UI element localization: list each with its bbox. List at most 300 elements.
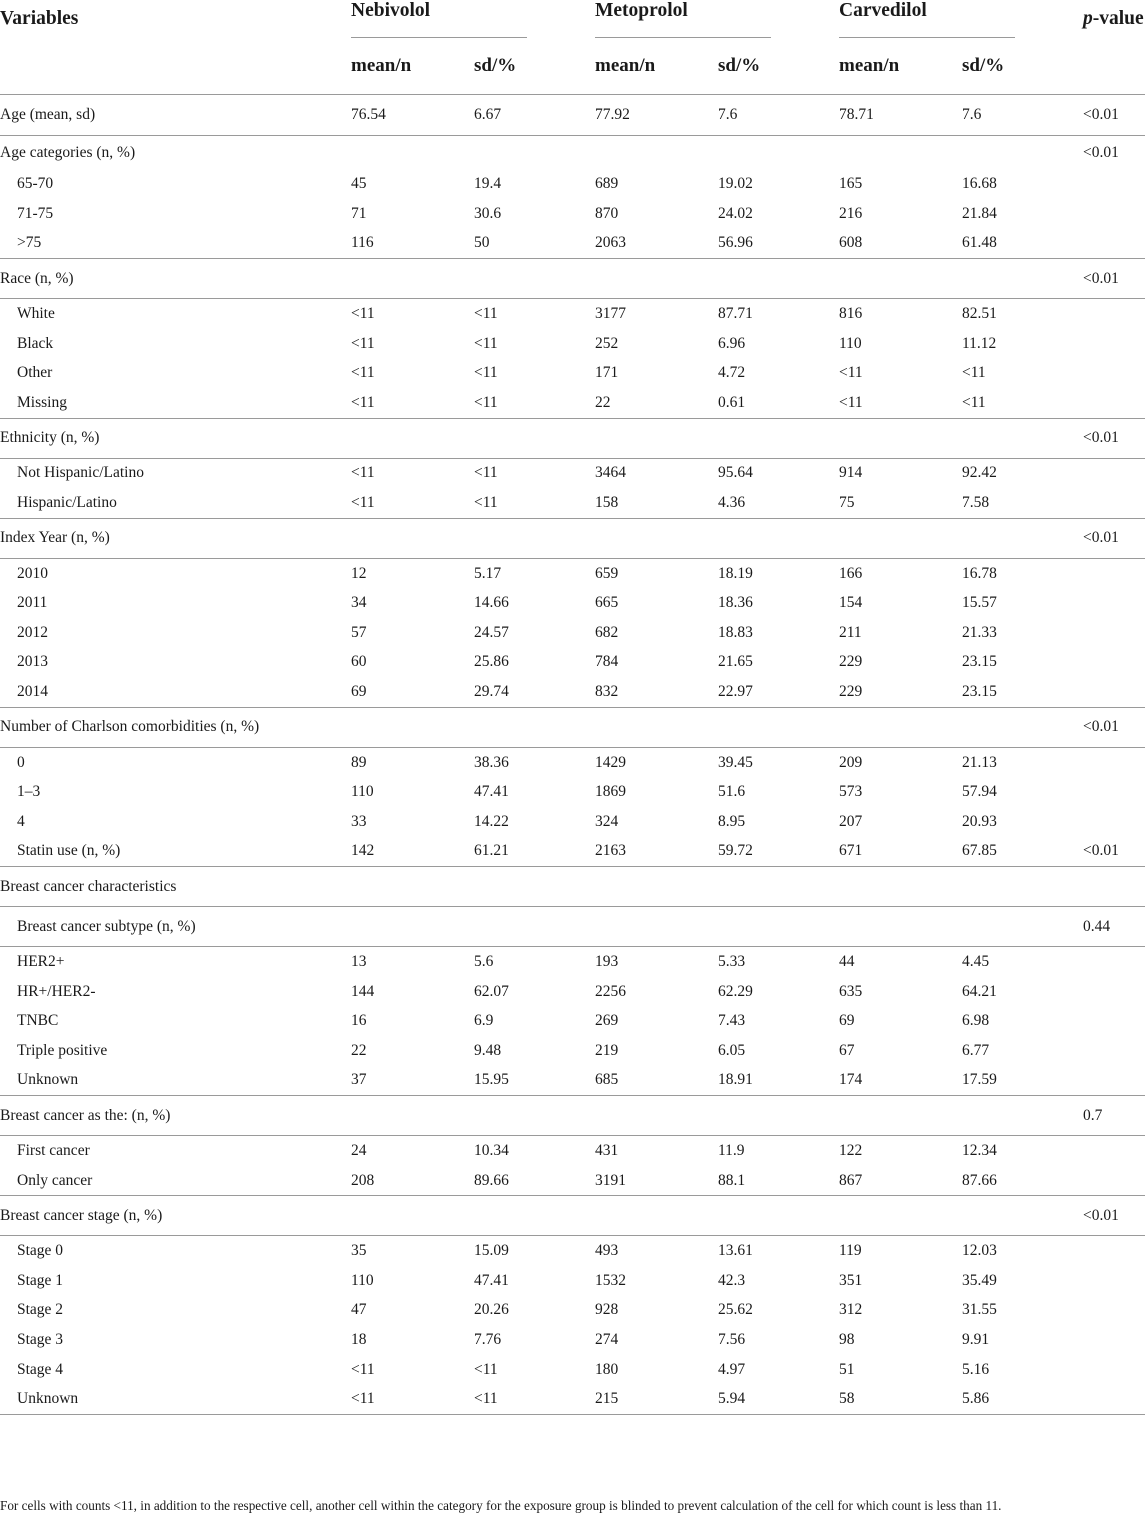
cell-sd-pct: 9.91 (962, 1330, 990, 1348)
cell-mean-n: <11 (839, 388, 962, 418)
cell-sd-pct: 56.96 (718, 229, 839, 259)
row-label: Stage 3 (17, 1330, 64, 1348)
cell-sd-pct: 18.91 (718, 1066, 839, 1096)
row-label: 65-70 (17, 175, 54, 193)
cell-mean-n: 67 (839, 1041, 855, 1059)
row-label: TNBC (17, 1012, 59, 1030)
cell-mean-n: 3177 (595, 305, 626, 323)
row-label: Unknown (0, 1384, 351, 1414)
group-header-carvedilol: Carvedilol (839, 0, 1083, 38)
cell-p-value (1083, 677, 1145, 707)
table-row (0, 229, 1145, 259)
cell-mean-n: 144 (351, 982, 375, 1000)
table-row (0, 1006, 1145, 1036)
row-label: 0 (17, 753, 25, 771)
cell-mean-n: <11 (351, 388, 474, 418)
cell-mean-n: 689 (595, 175, 619, 193)
cell-sd-pct: 47.41 (474, 1271, 509, 1289)
table-row (0, 558, 1145, 588)
cell-sd-pct: 14.22 (474, 812, 509, 830)
cell-mean-n: 13 (351, 952, 367, 970)
cell-mean-n: 269 (595, 1012, 619, 1030)
cell-mean-n: 2163 (595, 837, 718, 867)
table-row (0, 1036, 1145, 1066)
cell-sd-pct: <11 (474, 488, 595, 518)
cell-sd-pct: 24.57 (474, 623, 509, 641)
cell-sd-pct: 5.86 (962, 1384, 1083, 1414)
row-label: Only cancer (0, 1166, 351, 1196)
cell-mean-n: 229 (839, 653, 863, 671)
cell-sd-pct: 6.77 (962, 1041, 990, 1059)
cell-mean-n: 665 (595, 594, 619, 612)
cell-mean-n: 119 (839, 1242, 862, 1260)
cell-sd-pct: 15.57 (962, 594, 997, 612)
cell-mean-n: 110 (351, 1271, 374, 1289)
row-label: Breast cancer as the: (n, %) (0, 1096, 351, 1136)
cell-sd-pct: 5.17 (474, 564, 502, 582)
table-row (0, 1384, 1145, 1414)
cell-mean-n: 33 (351, 812, 367, 830)
cell-sd-pct: 11.12 (962, 334, 997, 352)
cell-sd-pct: 7.43 (718, 1012, 746, 1030)
cell-mean-n: 47 (351, 1301, 367, 1319)
table-row (0, 1355, 1145, 1385)
cell-mean-n: 171 (595, 364, 619, 382)
cell-p-value: 0.44 (1083, 907, 1145, 947)
cell-sd-pct: <11 (474, 334, 498, 352)
cell-p-value (1083, 558, 1145, 588)
table-row (0, 677, 1145, 707)
table-row (0, 170, 1145, 200)
cell-sd-pct: 30.6 (474, 204, 502, 222)
cell-mean-n: 12 (351, 564, 367, 582)
cell-p-value: <0.01 (1083, 94, 1145, 135)
cell-p-value (1083, 1066, 1145, 1096)
cell-sd-pct: 25.86 (474, 653, 509, 671)
cell-sd-pct: 7.6 (718, 94, 839, 135)
cell-mean-n: 832 (595, 677, 718, 707)
section-row (0, 135, 1145, 170)
cell-sd-pct: 18.19 (718, 564, 753, 582)
cell-sd-pct: 59.72 (718, 837, 839, 867)
cell-sd-pct: 17.59 (962, 1066, 1083, 1096)
cell-mean-n: 351 (839, 1271, 863, 1289)
cell-p-value (1083, 170, 1145, 200)
cell-sd-pct: 35.49 (962, 1271, 997, 1289)
cell-sd-pct: 29.74 (474, 677, 595, 707)
cell-mean-n: 78.71 (839, 94, 962, 135)
row-label: Other (17, 364, 53, 382)
table-row (0, 329, 1145, 359)
cell-mean-n: 682 (595, 623, 619, 641)
cell-p-value (1083, 358, 1145, 388)
cell-sd-pct: 4.45 (962, 952, 990, 970)
cell-mean-n: 216 (839, 204, 863, 222)
row-label: 2014 (0, 677, 351, 707)
cell-mean-n: 816 (839, 305, 863, 323)
section-row (0, 1096, 1145, 1136)
cell-mean-n: 154 (839, 594, 863, 612)
cell-sd-pct: 64.21 (962, 982, 997, 1000)
cell-mean-n: 76.54 (351, 94, 474, 135)
cell-mean-n: 174 (839, 1066, 962, 1096)
cell-mean-n: 1532 (595, 1271, 626, 1289)
table-row (0, 747, 1145, 777)
cell-mean-n: 1429 (595, 753, 626, 771)
cell-mean-n: 44 (839, 952, 855, 970)
cell-mean-n: 215 (595, 1384, 718, 1414)
cell-mean-n: 116 (351, 229, 474, 259)
cell-sd-pct: 21.33 (962, 623, 997, 641)
cell-mean-n: <11 (351, 1360, 375, 1378)
cell-sd-pct: 39.45 (718, 753, 753, 771)
cell-sd-pct: 7.76 (474, 1330, 502, 1348)
cell-p-value (1083, 747, 1145, 777)
cell-sd-pct: 88.1 (718, 1166, 839, 1196)
cell-p-value: <0.01 (1083, 707, 1145, 747)
cell-sd-pct: 31.55 (962, 1301, 997, 1319)
cell-mean-n: <11 (351, 364, 375, 382)
cell-mean-n: 3464 (595, 464, 626, 482)
cell-p-value (1083, 1266, 1145, 1296)
row-label: >75 (0, 229, 351, 259)
cell-mean-n: <11 (351, 305, 375, 323)
cell-mean-n: 110 (351, 783, 374, 801)
cell-sd-pct: 6.9 (474, 1012, 494, 1030)
cell-sd-pct: 42.3 (718, 1271, 746, 1289)
cell-sd-pct: 19.4 (474, 175, 502, 193)
cell-p-value: 0.7 (1083, 1096, 1145, 1136)
cell-p-value (1083, 229, 1145, 259)
cell-sd-pct: <11 (474, 388, 595, 418)
cell-sd-pct: 19.02 (718, 175, 753, 193)
cell-sd-pct: 20.26 (474, 1301, 509, 1319)
cell-mean-n: 158 (595, 488, 718, 518)
group-header-metoprolol: Metoprolol (595, 0, 839, 38)
cell-mean-n: 77.92 (595, 94, 718, 135)
cell-sd-pct: 5.33 (718, 952, 746, 970)
cell-sd-pct: 5.94 (718, 1384, 839, 1414)
cell-p-value (1083, 777, 1145, 807)
table-row (0, 94, 1145, 135)
cell-mean-n: 57 (351, 623, 367, 641)
cell-mean-n: 45 (351, 175, 367, 193)
cell-sd-pct: <11 (474, 305, 498, 323)
cell-sd-pct: 67.85 (962, 837, 1083, 867)
row-label: Number of Charlson comorbidities (n, %) (0, 707, 351, 747)
table-row (0, 618, 1145, 648)
table-row (0, 947, 1145, 977)
cell-mean-n: 1869 (595, 783, 626, 801)
cell-sd-pct: 13.61 (718, 1242, 753, 1260)
cell-mean-n: 110 (839, 334, 862, 352)
row-label: Statin use (n, %) (0, 837, 351, 867)
cell-mean-n: 914 (839, 464, 863, 482)
cell-p-value (1083, 299, 1145, 329)
cell-sd-pct: 6.98 (962, 1012, 990, 1030)
cell-sd-pct: 23.15 (962, 677, 1083, 707)
cell-sd-pct: 8.95 (718, 812, 746, 830)
table-row (0, 1166, 1145, 1196)
cell-sd-pct: 22.97 (718, 677, 839, 707)
cell-sd-pct: 95.64 (718, 464, 753, 482)
cell-p-value (1083, 648, 1145, 678)
cell-mean-n: 58 (839, 1384, 962, 1414)
cell-mean-n: 89 (351, 753, 367, 771)
cell-sd-pct: <11 (474, 464, 498, 482)
cell-sd-pct: 38.36 (474, 753, 509, 771)
cell-sd-pct: 25.62 (718, 1301, 753, 1319)
cell-p-value (1083, 1166, 1145, 1196)
cell-mean-n: 166 (839, 564, 863, 582)
row-label: Stage 1 (17, 1271, 64, 1289)
section-row (0, 707, 1145, 747)
cell-p-value (1083, 588, 1145, 618)
cell-sd-pct: 20.93 (962, 812, 997, 830)
cell-mean-n: 142 (351, 837, 474, 867)
section-row (0, 518, 1145, 558)
table-row (0, 458, 1145, 488)
row-label: Missing (0, 388, 351, 418)
cell-sd-pct: 87.66 (962, 1166, 1083, 1196)
cell-mean-n: 207 (839, 812, 863, 830)
cell-mean-n: 274 (595, 1330, 619, 1348)
cell-sd-pct: 5.16 (962, 1360, 990, 1378)
row-label: Ethnicity (n, %) (0, 418, 351, 458)
cell-mean-n: 24 (351, 1141, 367, 1159)
cell-mean-n: 180 (595, 1360, 619, 1378)
cell-sd-pct: 61.21 (474, 837, 595, 867)
row-label: Hispanic/Latino (0, 488, 351, 518)
cell-mean-n: 671 (839, 837, 962, 867)
group-header-nebivolol: Nebivolol (351, 0, 595, 38)
cell-mean-n: 193 (595, 952, 619, 970)
subheader-sd: sd/% (718, 54, 761, 76)
cell-mean-n: 16 (351, 1012, 367, 1030)
cell-p-value (1083, 977, 1145, 1007)
cell-sd-pct: 62.29 (718, 982, 753, 1000)
cell-mean-n: 37 (351, 1066, 474, 1096)
cell-mean-n: 35 (351, 1242, 367, 1260)
subheader-sd: sd/% (474, 54, 517, 76)
cell-mean-n: <11 (351, 334, 375, 352)
row-label: Age (mean, sd) (0, 94, 351, 135)
cell-mean-n: 71 (351, 204, 367, 222)
cell-p-value: <0.01 (1083, 418, 1145, 458)
cell-p-value (1083, 1236, 1145, 1266)
row-label: 1–3 (17, 783, 41, 801)
variables-header: Variables (0, 8, 79, 29)
cell-mean-n: 312 (839, 1301, 863, 1319)
cell-sd-pct: <11 (962, 364, 986, 382)
row-label: Not Hispanic/Latino (17, 464, 144, 482)
cell-sd-pct: 21.65 (718, 653, 753, 671)
cell-p-value (1083, 329, 1145, 359)
row-label: Stage 2 (17, 1301, 64, 1319)
section-row (0, 1196, 1145, 1236)
cell-mean-n: 2256 (595, 982, 626, 1000)
cell-mean-n: 209 (839, 753, 863, 771)
table-row (0, 488, 1145, 518)
cell-mean-n: 219 (595, 1041, 619, 1059)
row-label: Stage 0 (17, 1242, 64, 1260)
cell-sd-pct: 4.97 (718, 1360, 746, 1378)
cell-mean-n: 208 (351, 1166, 474, 1196)
cell-sd-pct: <11 (474, 1384, 595, 1414)
cell-p-value (1083, 488, 1145, 518)
cell-sd-pct: 15.09 (474, 1242, 509, 1260)
cell-p-value (1083, 1006, 1145, 1036)
cell-mean-n: 22 (595, 388, 718, 418)
cell-mean-n: 635 (839, 982, 863, 1000)
cell-sd-pct: 21.84 (962, 204, 997, 222)
cell-p-value (1083, 807, 1145, 837)
row-label: 2012 (17, 623, 48, 641)
cell-sd-pct: 82.51 (962, 305, 997, 323)
cell-sd-pct: 9.48 (474, 1041, 502, 1059)
cell-p-value: <0.01 (1083, 1196, 1145, 1236)
cell-mean-n: 75 (839, 488, 962, 518)
cell-sd-pct: 7.6 (962, 94, 1083, 135)
cell-sd-pct: 24.02 (718, 204, 753, 222)
row-label: Age categories (n, %) (0, 143, 136, 161)
cell-mean-n: <11 (351, 464, 375, 482)
table-row (0, 388, 1145, 418)
cell-sd-pct: 11.9 (718, 1141, 745, 1159)
table-row (0, 1266, 1145, 1296)
table-body (0, 94, 1145, 1414)
cell-mean-n: 22 (351, 1041, 367, 1059)
row-label: HER2+ (17, 952, 65, 970)
section-row (0, 907, 1145, 947)
row-label: First cancer (17, 1141, 90, 1159)
cell-mean-n: 493 (595, 1242, 619, 1260)
cell-p-value (1083, 1296, 1145, 1326)
cell-sd-pct: 16.78 (962, 564, 997, 582)
row-label: Breast cancer subtype (n, %) (0, 907, 351, 947)
cell-sd-pct: 50 (474, 229, 595, 259)
cell-p-value (1083, 458, 1145, 488)
cell-sd-pct: 18.36 (718, 594, 753, 612)
cell-mean-n: <11 (351, 488, 474, 518)
cell-p-value (1083, 947, 1145, 977)
subheader-mean: mean/n (839, 54, 900, 76)
table-footnote: For cells with counts <11, in addition to the respective cell, another cell within the category for the exposure group is blinded to prevent calculation of the cell for which count is less than 11. (0, 1498, 1002, 1513)
cell-p-value (1083, 1036, 1145, 1066)
row-label: Unknown (0, 1066, 351, 1096)
row-label: Black (17, 334, 54, 352)
row-label: HR+/HER2- (17, 982, 96, 1000)
cell-mean-n: 608 (839, 229, 962, 259)
cell-sd-pct: 57.94 (962, 783, 997, 801)
cell-sd-pct: 87.71 (718, 305, 753, 323)
cell-p-value (1083, 867, 1145, 907)
cell-sd-pct: 4.72 (718, 364, 746, 382)
cell-sd-pct: 5.6 (474, 952, 494, 970)
cell-p-value: <0.01 (1083, 837, 1145, 867)
table-row (0, 837, 1145, 867)
cell-sd-pct: <11 (474, 364, 498, 382)
cell-mean-n: 229 (839, 677, 962, 707)
cell-p-value (1083, 1384, 1145, 1414)
cell-mean-n: 870 (595, 204, 619, 222)
p-value-header: p-value (1083, 8, 1144, 29)
cell-mean-n: 34 (351, 594, 367, 612)
cell-p-value (1083, 199, 1145, 229)
subheader-mean: mean/n (595, 54, 656, 76)
cell-mean-n: 573 (839, 783, 863, 801)
cell-sd-pct: 12.34 (962, 1141, 997, 1159)
cell-p-value: <0.01 (1083, 259, 1145, 299)
cell-p-value: <0.01 (1083, 143, 1119, 161)
table-row (0, 777, 1145, 807)
cell-mean-n: 685 (595, 1066, 718, 1096)
cell-sd-pct: 15.95 (474, 1066, 595, 1096)
table-row (0, 1296, 1145, 1326)
cell-mean-n: 69 (839, 1012, 855, 1030)
table-row (0, 1136, 1145, 1166)
cell-mean-n: 165 (839, 175, 863, 193)
cell-sd-pct: 89.66 (474, 1166, 595, 1196)
cell-mean-n: 867 (839, 1166, 962, 1196)
table-row (0, 1325, 1145, 1355)
table-row (0, 1236, 1145, 1266)
row-label: Index Year (n, %) (0, 518, 351, 558)
cell-mean-n: 324 (595, 812, 619, 830)
cell-mean-n: 211 (839, 623, 862, 641)
cell-sd-pct: <11 (962, 388, 1083, 418)
cell-mean-n: 252 (595, 334, 619, 352)
cell-p-value (1083, 618, 1145, 648)
cell-p-value (1083, 1136, 1145, 1166)
cell-p-value (1083, 388, 1145, 418)
table-row (0, 807, 1145, 837)
subheader-sd: sd/% (962, 54, 1005, 76)
cell-sd-pct: <11 (474, 1360, 498, 1378)
cell-mean-n: 98 (839, 1330, 855, 1348)
cell-mean-n: 2063 (595, 229, 718, 259)
cell-mean-n: 51 (839, 1360, 855, 1378)
row-label: 71-75 (17, 204, 54, 222)
cell-mean-n: 60 (351, 653, 367, 671)
cell-sd-pct: 61.48 (962, 229, 1083, 259)
cell-mean-n: 122 (839, 1141, 863, 1159)
row-label: 2011 (17, 594, 48, 612)
cell-sd-pct: 12.03 (962, 1242, 997, 1260)
cell-sd-pct: 47.41 (474, 783, 509, 801)
row-label: 2010 (17, 564, 48, 582)
section-row (0, 418, 1145, 458)
row-label: 2013 (17, 653, 48, 671)
cell-sd-pct: 7.58 (962, 488, 1083, 518)
row-label: 4 (17, 812, 25, 830)
cell-mean-n: 928 (595, 1301, 619, 1319)
cell-mean-n: 69 (351, 677, 474, 707)
cell-sd-pct: 7.56 (718, 1330, 746, 1348)
cell-sd-pct: 62.07 (474, 982, 509, 1000)
section-row (0, 867, 1145, 907)
row-label: Triple positive (17, 1041, 108, 1059)
cell-sd-pct: 14.66 (474, 594, 509, 612)
cell-mean-n: 18 (351, 1330, 367, 1348)
row-label: Race (n, %) (0, 259, 351, 299)
cell-sd-pct: 51.6 (718, 783, 746, 801)
row-label: Breast cancer characteristics (0, 867, 351, 907)
cell-sd-pct: 0.61 (718, 388, 839, 418)
table-row (0, 299, 1145, 329)
cell-mean-n: 431 (595, 1141, 619, 1159)
cell-sd-pct: 21.13 (962, 753, 997, 771)
